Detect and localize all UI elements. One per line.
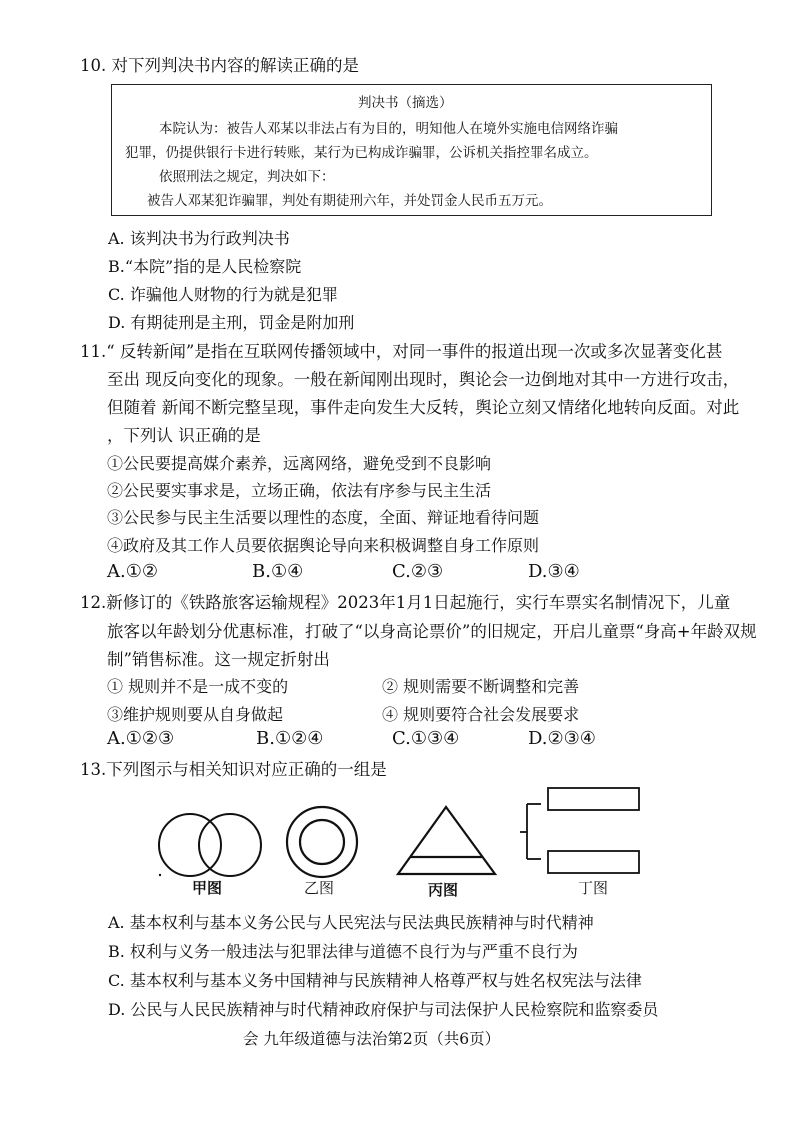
q12-item-1: ① 规则并不是一成不变的 xyxy=(107,677,289,696)
excerpt-paragraph-1b: 犯罪，仍提供银行卡进行转账，某行为已构成诈骗罪，公诉机关指控罪名成立。 xyxy=(125,145,598,161)
q12-choice-c: C.①③④ xyxy=(392,728,460,749)
q10-option-a: A. 该判决书为行政判决书 xyxy=(108,229,290,248)
q12-stem-line-2: 旅客以年龄划分优惠标准，打破了“以身高论票价”的旧规定，开启儿童票“身高+年龄双规 xyxy=(107,622,757,641)
bracket-diagram xyxy=(520,788,639,873)
q10-option-d: D. 有期徒刑是主刑，罚金是附加刑 xyxy=(108,313,355,332)
excerpt-paragraph-1a: 本院认为：被告人邓某以非法占有为目的，明知他人在境外实施电信网络诈骗 xyxy=(159,121,618,137)
q12-choice-a: A.①②③ xyxy=(107,728,175,749)
q11-choice-d: D.③④ xyxy=(528,561,580,582)
q11-item-4: ④政府及其工作人员要依据舆论导向来积极调整自身工作原则 xyxy=(107,536,540,555)
q12-item-4: ④ 规则要符合社会发展要求 xyxy=(382,705,580,724)
q11-choice-c: C.②③ xyxy=(392,561,444,582)
q13-option-b: B. 权利与义务一般违法与犯罪法律与道德不良行为与严重不良行为 xyxy=(108,942,578,961)
excerpt-paragraph-2: 依照刑法之规定，判决如下： xyxy=(159,169,335,185)
q11-stem-line-3: 但随着 新闻不断完整呈现，事件走向发生大反转，舆论立刻又情绪化地转向反面。对此 xyxy=(107,398,740,417)
inner-circle xyxy=(300,820,344,864)
q11-stem-line-1: 11.“ 反转新闻”是指在互联网传播领域中，对同一事件的报道出现一次或多次显著变化甚 xyxy=(80,342,723,361)
q11-stem-line-2: 至出 现反向变化的现象。一般在新闻刚出现时，舆论会一边倒地对其中一方进行攻击， xyxy=(107,370,740,389)
q12-choice-b: B.①②④ xyxy=(256,728,324,749)
bottom-rectangle xyxy=(548,851,639,873)
triangle-shape xyxy=(398,807,495,874)
q10-stem: 10. 对下列判决书内容的解读正确的是 xyxy=(80,56,359,75)
q12-choice-d: D.②③④ xyxy=(528,728,596,749)
q10-option-b: B.“本院”指的是人民检察院 xyxy=(108,257,302,276)
q13-option-c: C. 基本权利与基本义务中国精神与民族精神人格尊严权与姓名权宪法与法律 xyxy=(108,971,642,990)
q11-choice-b: B.①④ xyxy=(252,561,304,582)
q11-stem-line-4: ，下列认 识正确的是 xyxy=(107,426,261,445)
top-rectangle xyxy=(548,788,639,810)
q13-diagrams xyxy=(150,775,670,905)
q12-item-2: ② 规则需要不断调整和完善 xyxy=(382,677,580,696)
venn-circle-left xyxy=(159,814,221,876)
q10-option-c: C. 诈骗他人财物的行为就是犯罪 xyxy=(108,285,338,304)
triangle-diagram xyxy=(398,807,495,874)
venn-circle-right xyxy=(199,814,261,876)
q11-item-3: ③公民参与民主生活要以理性的态度，全面、辩证地看待问题 xyxy=(107,508,540,527)
q13-option-a: A. 基本权利与基本义务公民与人民宪法与民法典民族精神与时代精神 xyxy=(108,913,594,932)
q12-item-3: ③维护规则要从自身做起 xyxy=(107,705,284,724)
outer-circle xyxy=(287,807,357,877)
page-footer: 会 九年级道德与法治第2页（共6页） xyxy=(243,1030,501,1048)
excerpt-paragraph-3: 被告人邓某犯诈骗罪，判处有期徒刑六年，并处罚金人民币五万元。 xyxy=(147,193,552,209)
q11-choice-a: A.①② xyxy=(107,561,158,582)
q12-stem-line-3: 制”销售标准。这一规定折射出 xyxy=(107,650,330,669)
q13-stem: 13.下列图示与相关知识对应正确的一组是 xyxy=(80,760,387,779)
caption-ding: 丁图 xyxy=(578,879,609,897)
venn-diagram xyxy=(159,814,261,876)
q11-item-2: ②公民要实事求是，立场正确，依法有序参与民主生活 xyxy=(107,481,492,500)
concentric-circles-diagram xyxy=(287,807,357,877)
q11-item-1: ①公民要提高媒介素养，远离网络，避免受到不良影响 xyxy=(107,454,492,473)
caption-jia: 甲图 xyxy=(192,879,223,897)
caption-bing: 丙图 xyxy=(428,881,459,899)
excerpt-title: 判决书（摘选） xyxy=(358,95,453,111)
caption-yi: 乙图 xyxy=(304,879,335,897)
q12-stem-line-1: 12.新修订的《铁路旅客运输规程》2023年1月1日起施行，实行车票实名制情况下，儿童 xyxy=(80,593,731,612)
dot-mark xyxy=(159,874,161,876)
judgment-excerpt-box xyxy=(111,84,712,216)
q13-option-d: D. 公民与人民民族精神与时代精神政府保护与司法保护人民检察院和监察委员 xyxy=(108,1000,659,1019)
